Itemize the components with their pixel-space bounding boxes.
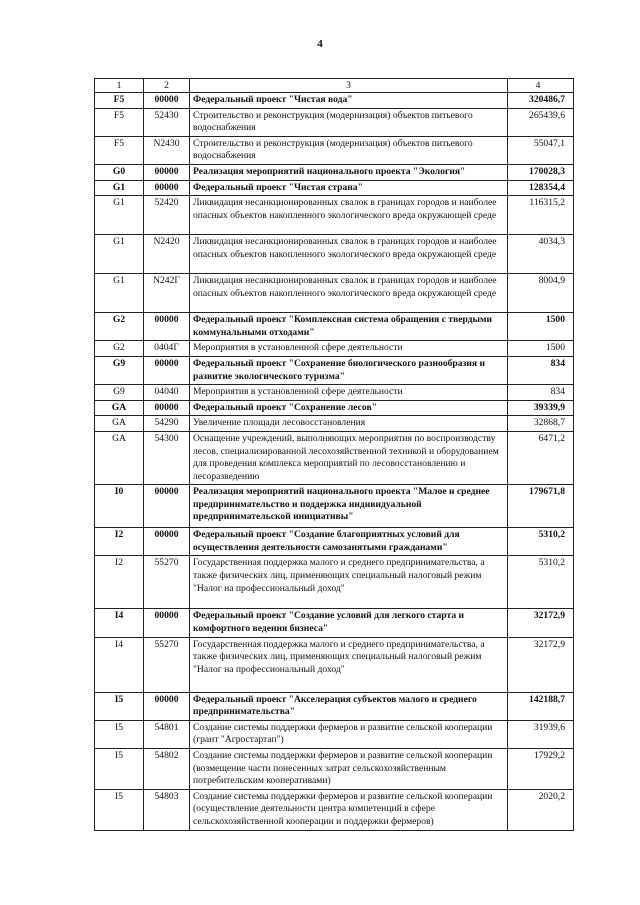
amount-cell: 5310,2 (508, 556, 574, 609)
name-cell: Федеральный проект "Создание условий для легкого старта и комфортного ведения бизнеса" (190, 609, 508, 637)
subcode-cell: 00000 (144, 313, 190, 341)
code-cell: GA (95, 431, 144, 484)
code-cell: GA (95, 416, 144, 432)
amount-cell: 834 (508, 385, 574, 401)
table-header-row (95, 79, 574, 93)
subcode-cell: 00000 (144, 609, 190, 637)
name-cell: Ликвидация несанкционированных свалок в границах городов и наиболее опасных объектов накопленного экологического вреда окружающей среде (190, 196, 508, 235)
table-row (95, 789, 574, 830)
table-row (95, 528, 574, 556)
table-row (95, 108, 574, 136)
table-row (95, 485, 574, 528)
name-cell: Федеральный проект "Чистая вода" (190, 93, 508, 109)
code-cell: F5 (95, 108, 144, 136)
amount-cell: 32172,9 (508, 637, 574, 692)
name-cell: Мероприятия в установленной сфере деятельности (190, 341, 508, 357)
amount-cell: 128354,4 (508, 180, 574, 196)
amount-cell: 31939,6 (508, 720, 574, 748)
table-row (95, 93, 574, 109)
amount-cell: 5310,2 (508, 528, 574, 556)
subcode-cell: 00000 (144, 93, 190, 109)
code-cell: GA (95, 400, 144, 416)
amount-cell: 142188,7 (508, 692, 574, 720)
table-row (95, 720, 574, 748)
name-cell: Создание системы поддержки фермеров и развитие сельской кооперации (грант "Агростартап") (190, 720, 508, 748)
code-cell: I5 (95, 692, 144, 720)
name-cell: Федеральный проект "Чистая страна" (190, 180, 508, 196)
amount-cell: 4034,3 (508, 235, 574, 274)
subcode-cell: 00000 (144, 356, 190, 384)
name-cell: Федеральный проект "Сохранение лесов" (190, 400, 508, 416)
subcode-cell: 00000 (144, 180, 190, 196)
table-row (95, 416, 574, 432)
table-row (95, 341, 574, 357)
code-cell: F5 (95, 93, 144, 109)
table-row (95, 400, 574, 416)
table-row (95, 431, 574, 484)
amount-cell: 55047,1 (508, 136, 574, 164)
subcode-cell: 54300 (144, 431, 190, 484)
code-cell: G1 (95, 196, 144, 235)
name-cell: Увеличение площади лесовосстановления (190, 416, 508, 432)
subcode-cell: N242Г (144, 274, 190, 313)
table-row (95, 136, 574, 164)
page-number: 4 (317, 38, 323, 50)
name-cell: Строительство и реконструкция (модернизация) объектов питьевого водоснабжения (190, 108, 508, 136)
name-cell: Реализация мероприятий национального проекта "Малое и среднее предпринимательство и поддержка индивидуальной предпринимательской инициативы" (190, 485, 508, 528)
code-cell: G0 (95, 164, 144, 180)
name-cell: Создание системы поддержки фермеров и развитие сельской кооперации (осуществление деятельности центра компетенций в сфере сельскохозяйственной кооперации и поддержки фермеров) (190, 789, 508, 830)
subcode-cell: N2420 (144, 235, 190, 274)
amount-cell: 8004,9 (508, 274, 574, 313)
code-cell: G1 (95, 180, 144, 196)
amount-cell: 32172,9 (508, 609, 574, 637)
name-cell: Федеральный проект "Комплексная система обращения с твердыми коммунальными отходами" (190, 313, 508, 341)
subcode-cell: 54290 (144, 416, 190, 432)
code-cell: G2 (95, 313, 144, 341)
code-cell: G1 (95, 235, 144, 274)
amount-cell: 834 (508, 356, 574, 384)
amount-cell: 265439,6 (508, 108, 574, 136)
header-col-2: 2 (144, 79, 190, 93)
code-cell: G2 (95, 341, 144, 357)
table-row (95, 313, 574, 341)
name-cell: Государственная поддержка малого и среднего предпринимательства, а также физических лиц, применяющих специальный налоговый режим "Налог на профессиональный доход" (190, 637, 508, 692)
table-row (95, 692, 574, 720)
table-row (95, 749, 574, 790)
subcode-cell: 52420 (144, 196, 190, 235)
code-cell: I4 (95, 637, 144, 692)
subcode-cell: 04040 (144, 385, 190, 401)
subcode-cell: 0404Г (144, 341, 190, 357)
name-cell: Строительство и реконструкция (модернизация) объектов питьевого водоснабжения (190, 136, 508, 164)
name-cell: Федеральный проект "Сохранение биологического разнообразия и развитие экологического туризма" (190, 356, 508, 384)
header-col-1: 1 (95, 79, 144, 93)
table-row (95, 196, 574, 235)
name-cell: Ликвидация несанкционированных свалок в границах городов и наиболее опасных объектов накопленного экологического вреда окружающей среде (190, 274, 508, 313)
subcode-cell: 55270 (144, 637, 190, 692)
budget-table (94, 78, 574, 831)
amount-cell: 39339,9 (508, 400, 574, 416)
subcode-cell: N2430 (144, 136, 190, 164)
amount-cell: 6471,2 (508, 431, 574, 484)
subcode-cell: 00000 (144, 400, 190, 416)
code-cell: I2 (95, 528, 144, 556)
code-cell: F5 (95, 136, 144, 164)
table-row (95, 356, 574, 384)
amount-cell: 1500 (508, 313, 574, 341)
amount-cell: 1500 (508, 341, 574, 357)
amount-cell: 320486,7 (508, 93, 574, 109)
amount-cell: 2020,2 (508, 789, 574, 830)
table-row (95, 235, 574, 274)
code-cell: I5 (95, 749, 144, 790)
amount-cell: 17929,2 (508, 749, 574, 790)
name-cell: Ликвидация несанкционированных свалок в границах городов и наиболее опасных объектов накопленного экологического вреда окружающей среде (190, 235, 508, 274)
table-row (95, 385, 574, 401)
subcode-cell: 55270 (144, 556, 190, 609)
code-cell: I5 (95, 720, 144, 748)
code-cell: I0 (95, 485, 144, 528)
table-row (95, 637, 574, 692)
subcode-cell: 54802 (144, 749, 190, 790)
table-row (95, 609, 574, 637)
code-cell: I4 (95, 609, 144, 637)
name-cell: Федеральный проект "Акселерация субъектов малого и среднего предпринимательства" (190, 692, 508, 720)
header-col-3: 3 (190, 79, 508, 93)
name-cell: Создание системы поддержки фермеров и развитие сельской кооперации (возмещение части понесенных затрат сельскохозяйственным потребительским кооперативами) (190, 749, 508, 790)
name-cell: Оснащение учреждений, выполняющих мероприятия по воспроизводству лесов, специализированной лесохозяйственной техникой и оборудованием для проведения комплекса мероприятий по лесовосстановлению и лесоразведению (190, 431, 508, 484)
amount-cell: 32868,7 (508, 416, 574, 432)
name-cell: Государственная поддержка малого и среднего предпринимательства, а также физических лиц, применяющих специальный налоговый режим "Налог на профессиональный доход" (190, 556, 508, 609)
subcode-cell: 52430 (144, 108, 190, 136)
name-cell: Реализация мероприятий национального проекта "Экология" (190, 164, 508, 180)
name-cell: Федеральный проект "Создание благоприятных условий для осуществления деятельности самозанятыми гражданами" (190, 528, 508, 556)
table-row (95, 164, 574, 180)
name-cell: Мероприятия в установленной сфере деятельности (190, 385, 508, 401)
amount-cell: 179671,8 (508, 485, 574, 528)
code-cell: G1 (95, 274, 144, 313)
code-cell: G9 (95, 385, 144, 401)
amount-cell: 170028,3 (508, 164, 574, 180)
header-col-4: 4 (508, 79, 574, 93)
amount-cell: 116315,2 (508, 196, 574, 235)
table-row (95, 556, 574, 609)
subcode-cell: 00000 (144, 692, 190, 720)
subcode-cell: 00000 (144, 485, 190, 528)
subcode-cell: 54801 (144, 720, 190, 748)
code-cell: I2 (95, 556, 144, 609)
code-cell: G9 (95, 356, 144, 384)
budget-table-body (95, 79, 574, 831)
subcode-cell: 00000 (144, 528, 190, 556)
table-row (95, 274, 574, 313)
table-row (95, 180, 574, 196)
subcode-cell: 54803 (144, 789, 190, 830)
subcode-cell: 00000 (144, 164, 190, 180)
code-cell: I5 (95, 789, 144, 830)
